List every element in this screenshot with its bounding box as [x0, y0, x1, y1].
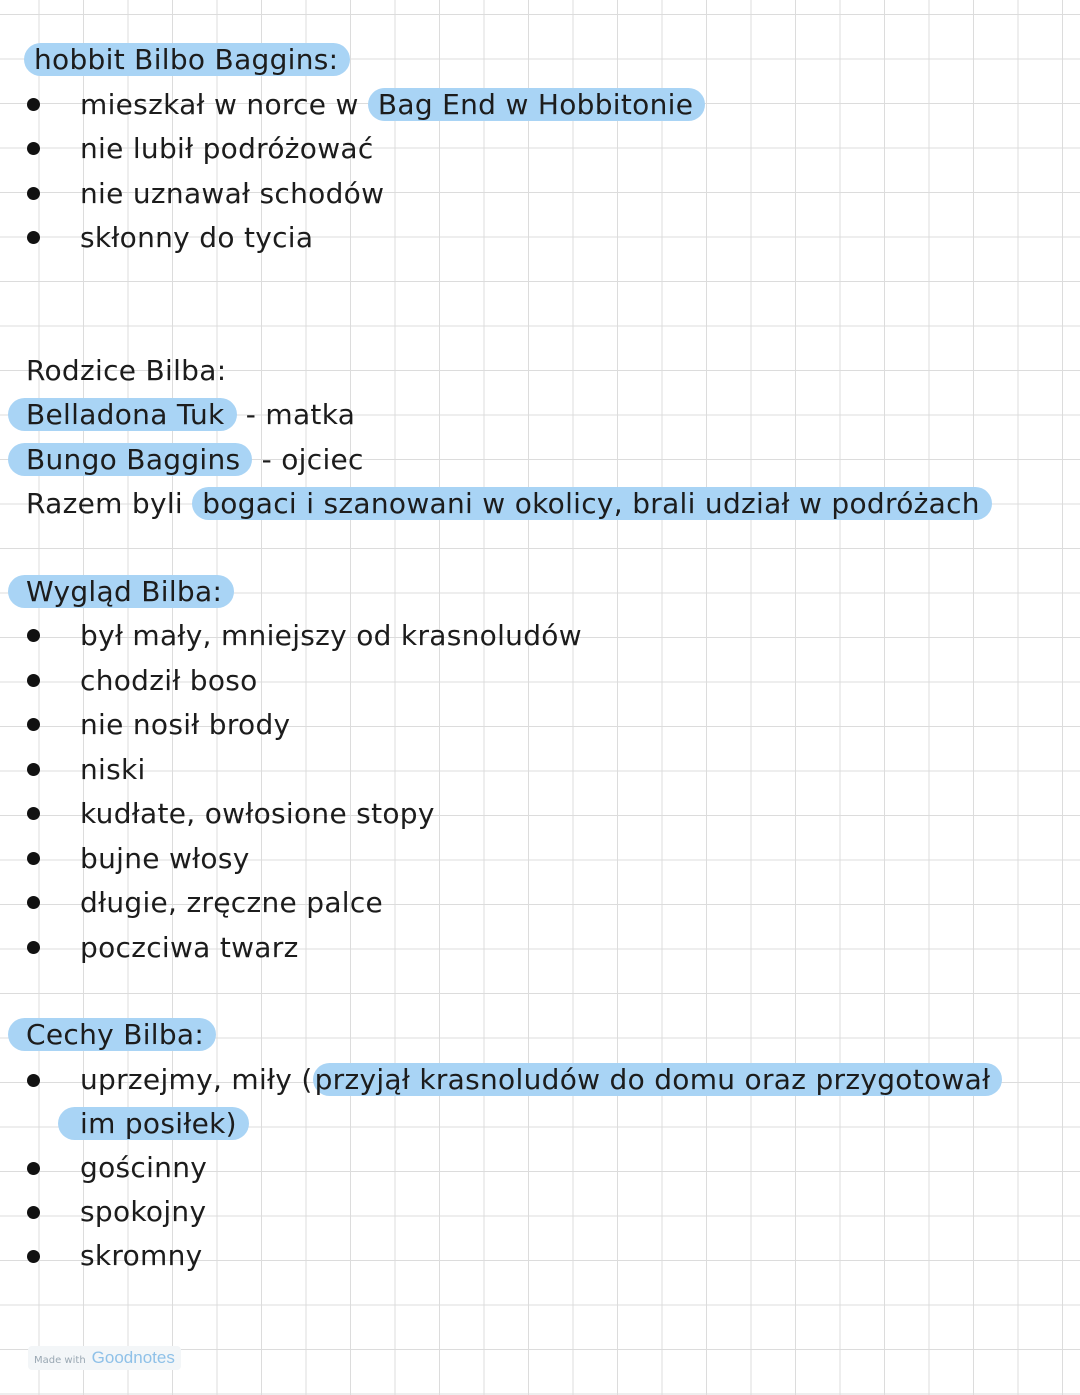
section2-title: Rodzice Bilba: [26, 354, 227, 387]
mother-name: Belladona Tuk [8, 398, 237, 431]
list-item-text: mieszkał w norce w [80, 88, 359, 121]
list-item-continued [58, 1107, 249, 1141]
list-item-highlight: Bag End w Hobbitonie [368, 88, 705, 121]
list-item: nie nosił brody [80, 708, 291, 741]
section3-title [26, 575, 234, 609]
section1-title-text: hobbit Bilbo Baggins: [24, 43, 350, 76]
mother-line [26, 398, 355, 432]
bullet-icon [27, 98, 40, 111]
list-item: skłonny do tycia [80, 221, 314, 254]
father-role: - ojciec [261, 443, 364, 476]
list-item: poczciwa twarz [80, 931, 299, 964]
father-name: Bungo Baggins [8, 443, 252, 476]
bullet-icon [27, 142, 40, 155]
list-item-text: uprzejmy, miły ( [80, 1063, 313, 1096]
father-line [26, 443, 364, 477]
section3-title-text: Wygląd Bilba: [8, 575, 234, 608]
list-item: gościnny [80, 1151, 208, 1184]
together-highlight: bogaci i szanowani w okolicy, brali udział w podróżach [192, 487, 992, 520]
together-line [26, 487, 992, 521]
watermark-made-with: Made with [34, 1355, 86, 1366]
list-item: niski [80, 753, 146, 786]
watermark-brand: Goodnotes [91, 1348, 175, 1367]
bullet-icon [27, 896, 40, 909]
bullet-icon [27, 231, 40, 244]
bullet-icon [27, 718, 40, 731]
list-item: skromny [80, 1239, 203, 1272]
list-item: długie, zręczne palce [80, 886, 384, 919]
list-item: chodził boso [80, 664, 258, 697]
bullet-icon [27, 807, 40, 820]
section4-title [26, 1018, 216, 1052]
section1-title [24, 43, 350, 77]
list-item [80, 1063, 1002, 1097]
mother-role: - matka [245, 398, 356, 431]
list-item: był mały, mniejszy od krasnoludów [80, 619, 582, 652]
list-item-highlight: przyjął krasnoludów do domu oraz przygotował [313, 1063, 1003, 1096]
list-item: spokojny [80, 1195, 207, 1228]
list-item [80, 88, 705, 122]
list-item-highlight: im posiłek) [58, 1107, 249, 1140]
list-item: bujne włosy [80, 842, 250, 875]
bullet-icon [27, 1162, 40, 1175]
bullet-icon [27, 187, 40, 200]
list-item: nie lubił podróżować [80, 132, 374, 165]
section4-title-text: Cechy Bilba: [8, 1018, 216, 1051]
goodnotes-watermark [28, 1346, 181, 1370]
together-text: Razem byli [26, 487, 183, 520]
bullet-icon [27, 1074, 40, 1087]
bullet-icon [27, 763, 40, 776]
list-item: kudłate, owłosione stopy [80, 797, 435, 830]
bullet-icon [27, 941, 40, 954]
bullet-icon [27, 629, 40, 642]
bullet-icon [27, 1206, 40, 1219]
bullet-icon [27, 1250, 40, 1263]
bullet-icon [27, 852, 40, 865]
list-item: nie uznawał schodów [80, 177, 385, 210]
bullet-icon [27, 674, 40, 687]
